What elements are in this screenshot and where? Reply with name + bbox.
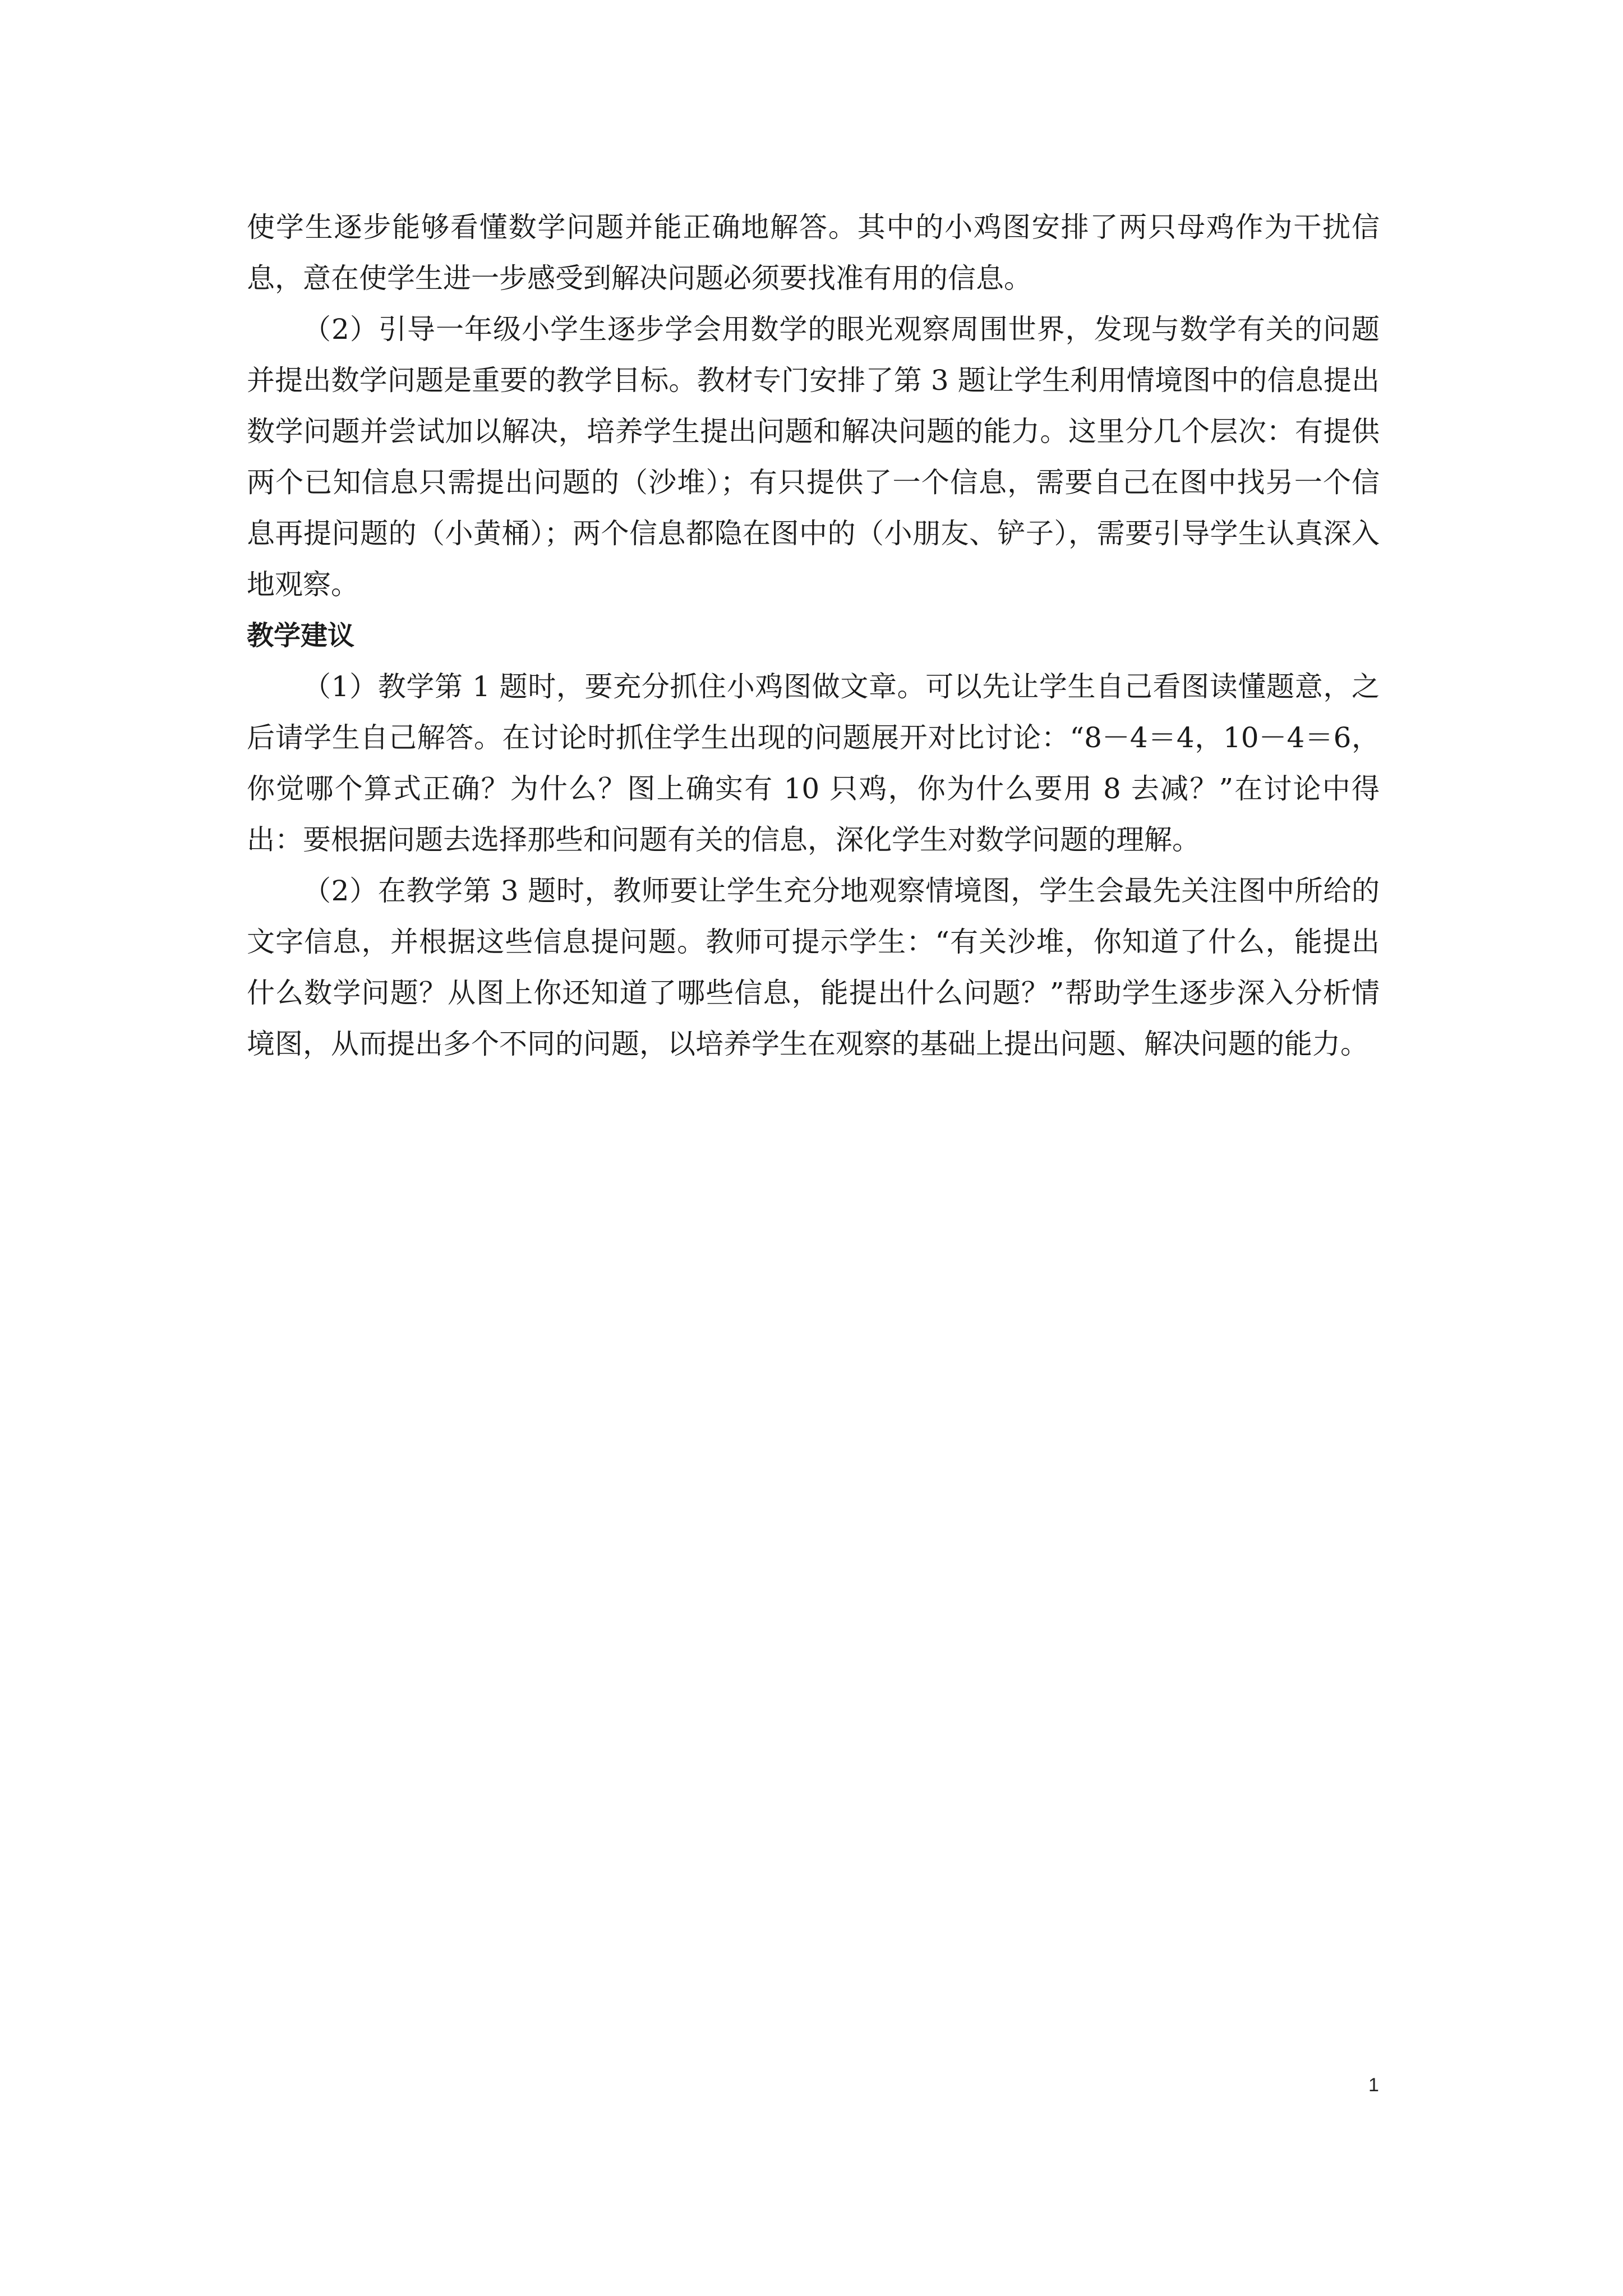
section-heading-teaching-suggestions: 教学建议 <box>247 620 355 651</box>
paragraph-point-2-goals: （2）引导一年级小学生逐步学会用数学的眼光观察周围世界，发现与数学有关的问题并提出数学问题是重要的教学目标。教材专门安排了第 3 题让学生利用情境图中的信息提出数学问题并尝试加以解决，培养学生提出问题和解决问题的能力。这里分几个层次：有提供两个已知信息只需提出问题的（沙堆）；有只提供了一个信息，需要自己在图中找另一个信息再提问题的（小黄桶）；两个信息都隐在图中的（小朋友、铲子），需要引导学生认真深入地观察。 <box>247 313 1380 601</box>
page-body <box>247 202 1380 1070</box>
paragraph-suggestion-1: （1）教学第 1 题时，要充分抓住小鸡图做文章。可以先让学生自己看图读懂题意，之后请学生自己解答。在讨论时抓住学生出现的问题展开对比讨论：“8－4＝4，10－4＝6，你觉哪个算式正确？为什么？图上确实有 10 只鸡，你为什么要用 8 去减？”在讨论中得出：要根据问题去选择那些和问题有关的信息，深化学生对数学问题的理解。 <box>247 670 1380 856</box>
paragraph-suggestion-2: （2）在教学第 3 题时，教师要让学生充分地观察情境图，学生会最先关注图中所给的文字信息，并根据这些信息提问题。教师可提示学生：“有关沙堆，你知道了什么，能提出什么数学问题？从图上你还知道了哪些信息，能提出什么问题？”帮助学生逐步深入分析情境图，从而提出多个不同的问题，以培养学生在观察的基础上提出问题、解决问题的能力。 <box>247 875 1380 1060</box>
page-number: 1 <box>1368 2074 1379 2096</box>
paragraph-continuation: 使学生逐步能够看懂数学问题并能正确地解答。其中的小鸡图安排了两只母鸡作为干扰信息，意在使学生进一步感受到解决问题必须要找准有用的信息。 <box>247 211 1380 295</box>
